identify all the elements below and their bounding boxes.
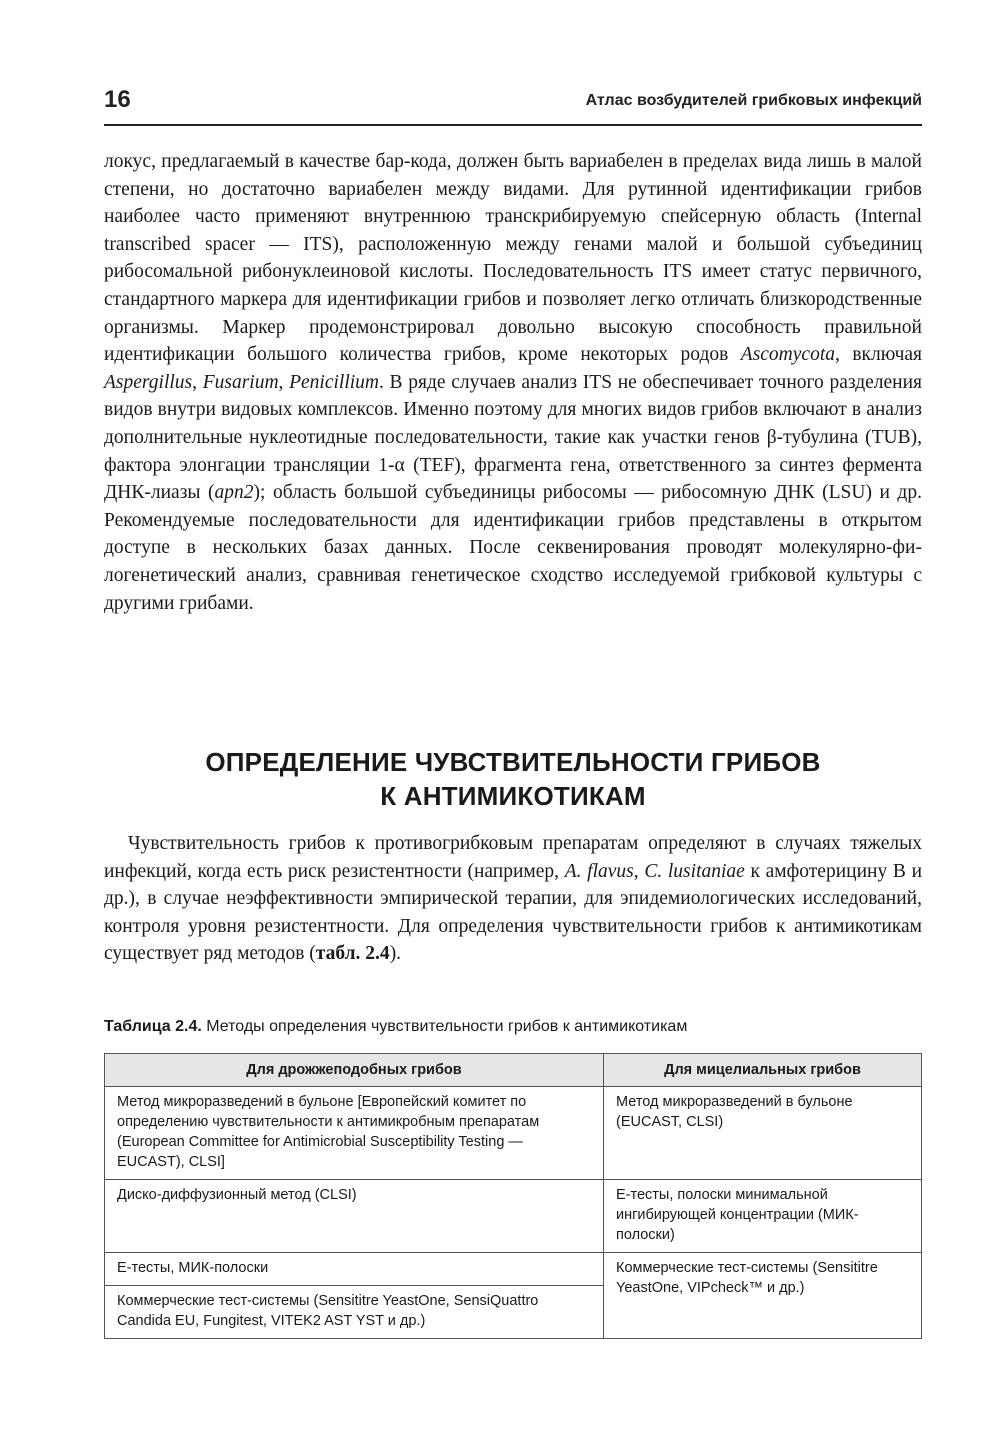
running-title: Атлас возбудителей грибковых инфекций xyxy=(585,92,922,109)
table-cell: Диско-диффузионный метод (CLSI) xyxy=(105,1180,604,1253)
text-run: Чувствительность грибов к противогрибковым препаратам определяют в случаях тяжелых инфекций, когда есть риск резистентности (например, xyxy=(104,833,922,882)
page-header xyxy=(104,86,922,126)
table-caption-label: Таблица 2.4. xyxy=(104,1018,202,1035)
paragraph-barcode xyxy=(104,148,922,617)
section-title-line: К АНТИМИКОТИКАМ xyxy=(380,781,646,811)
table-reference: табл. 2.4 xyxy=(315,943,390,965)
table-row xyxy=(105,1253,922,1286)
page-number: 16 xyxy=(104,86,131,113)
italic-term: Ascomycota xyxy=(740,344,835,366)
text-run: . В ряде случаев анализ ITS не обеспечивает точного разделения видов внутри видовых комплексов. Именно поэтому для многих видов грибов включают в анализ дополнительные нуклеотидные последовательности, такие как участки генов β-тубулина (TUB), фактора элонгации трансляции 1-α (TEF), фрагмента гена, ответственного за синтез фермента ДНК-лиазы ( xyxy=(104,371,923,504)
table-caption xyxy=(104,1018,922,1036)
table-cell: Метод микроразведений в бульоне [Европейский комитет по определению чувствительности к антимикробным препаратам (European Committee for Antimicrobial Susceptibility Testing — EUCAST), CLSI] xyxy=(105,1087,604,1180)
table-row xyxy=(105,1180,922,1253)
paragraph-susceptibility xyxy=(104,830,922,968)
table-cell: Е-тесты, полоски минимальной ингибирующей концентрации (МИК-полоски) xyxy=(604,1180,922,1253)
text-run: , включая xyxy=(835,344,922,366)
italic-term: Penicillium xyxy=(289,371,379,393)
text-run: , xyxy=(192,371,203,393)
table-cell: Метод микроразведений в бульоне (EUCAST, CLSI) xyxy=(604,1087,922,1180)
column-header-yeast: Для дрожжеподобных грибов xyxy=(105,1054,604,1087)
text-run: , xyxy=(633,860,645,882)
text-run: ); область большой субъединицы рибосомы — рибосомную ДНК (LSU) и др. Рекомендуемые последовательности для идентификации грибов представлены в открытом доступе в нескольких базах данных. После секвенирования проводят молекулярно-филогенетический анализ, сравнивая генетическое сходство исследуемой грибковой культуры с другими грибами. xyxy=(104,482,922,614)
italic-term: Fusarium xyxy=(202,371,279,393)
column-header-mold: Для мицелиальных грибов xyxy=(604,1054,922,1087)
text-run: локус, предлагаемый в качестве бар-кода, должен быть вариабелен в пределах вида лишь в малой степени, но достаточно вариабелен между видами. Для рутинной идентификации грибов наиболее часто применяют внутреннюю транскрибируемую спейсерную область (Internal transcribed spacer — ITS), расположенную между генами малой и большой субъединиц рибосомальной рибонуклеиновой кислоты. Последовательность ITS имеет статус первичного, стандартного маркера для идентификации грибов и позволяет легко отличать близкородственные организмы. Маркер продемонстрировал довольно высокую способность правильной идентификации большого количества грибов, кроме некоторых родов xyxy=(104,151,922,366)
text-run: , xyxy=(278,371,290,393)
section-title xyxy=(104,745,922,813)
italic-term: apn2 xyxy=(214,482,254,504)
table-cell: Е-тесты, МИК-полоски xyxy=(105,1253,604,1286)
table-header-row xyxy=(105,1054,922,1087)
table-cell: Коммерческие тест-системы (Sensititre YeastOne, SensiQuattro Candida EU, Fungitest, VITEK2 AST YST и др.) xyxy=(105,1286,604,1339)
methods-table xyxy=(104,1053,922,1339)
table-cell: Коммерческие тест-системы (Sensititre YeastOne, VIPcheck™ и др.) xyxy=(604,1253,922,1339)
italic-term: C. lusitaniae xyxy=(644,860,745,882)
paragraph-text xyxy=(104,148,922,617)
table-row xyxy=(105,1087,922,1180)
section-title-line: ОПРЕДЕЛЕНИЕ ЧУВСТВИТЕЛЬНОСТИ ГРИБОВ xyxy=(205,747,821,777)
italic-term: A. flavus xyxy=(564,860,634,882)
paragraph-text xyxy=(104,830,922,968)
text-run: ). xyxy=(389,943,402,965)
table-caption-text: Методы определения чувствительности грибов к антимикотикам xyxy=(201,1018,688,1035)
text-run: к амфотерицину В и др.), в случае неэффективности эмпирической терапии, для эпидемиологических исследований, контроля уровня резистентности. Для определения чувствительности грибов к антимикотикам существует ряд методов ( xyxy=(104,860,923,965)
italic-term: Aspergillus xyxy=(104,371,193,393)
